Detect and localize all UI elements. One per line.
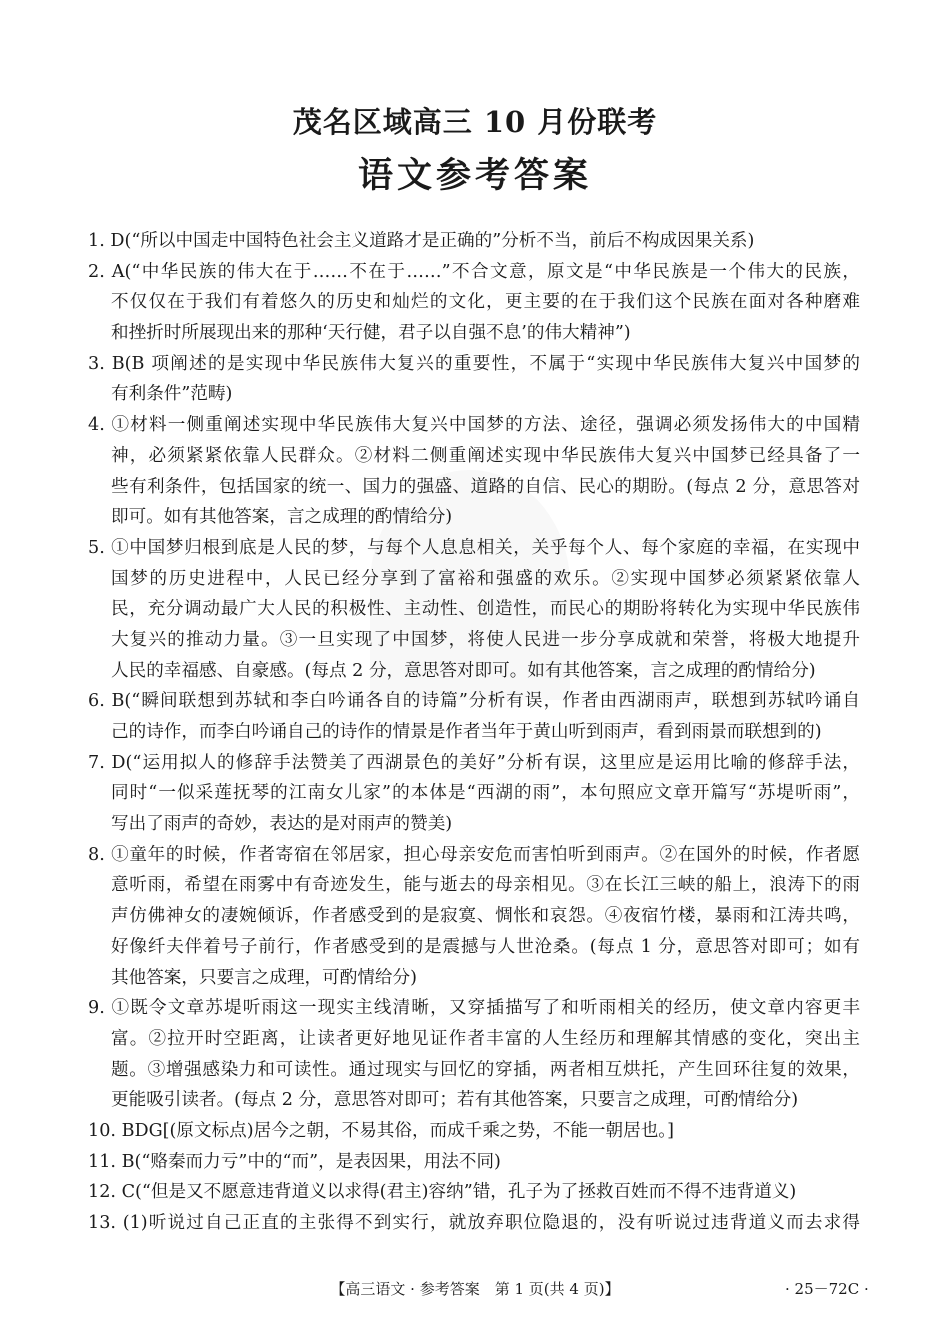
answer-line: 大复兴的推动力量。③一旦实现了中国梦，将使人民进一步分享成就和荣誉，将极大地提升 xyxy=(111,629,860,650)
answer-line: 12. C(“但是又不愿意违背道义以求得(君主)容纳”错，孔子为了拯救百姓而不得不违背道义) xyxy=(88,1182,797,1203)
page-number-label: 【高三语文 · 参考答案 第 1 页(共 4 页)】 xyxy=(330,1280,620,1298)
answer-item xyxy=(88,748,860,840)
answer-line: 9. ①既令文章苏堤听雨这一现实主线清晰，又穿插描写了和听雨相关的经历，使文章内容更丰 xyxy=(88,998,860,1019)
answer-line: 不仅仅在于我们有着悠久的历史和灿烂的文化，更主要的在于我们这个民族在面对各种磨难 xyxy=(111,292,860,313)
answer-line: 4. ①材料一侧重阐述实现中华民族伟大复兴中国梦的方法、途径，强调必须发扬伟大的中国精 xyxy=(88,415,860,436)
answer-item xyxy=(88,257,860,349)
document-code: · 25－72C · xyxy=(785,1280,869,1298)
answer-item xyxy=(88,1116,860,1147)
answer-line: 神，必须紧紧依靠人民群众。②材料二侧重阐述实现中华民族伟大复兴中国梦已经具备了一 xyxy=(111,445,860,466)
answer-line: 即可。如有其他答案，言之成理的酌情给分) xyxy=(111,507,453,528)
answer-line: 2. A(“中华民族的伟大在于……不在于……”不合文意，原文是“中华民族是一个伟大的民族， xyxy=(88,261,860,282)
answer-line: 题。③增强感染力和可读性。通过现实与回忆的穿插，两者相互烘托，产生回环往复的效果， xyxy=(111,1059,860,1080)
answer-line: 5. ①中国梦归根到底是人民的梦，与每个人息息相关，关乎每个人、每个家庭的幸福，在实现中 xyxy=(88,537,860,558)
answer-line: 声仿佛神女的凄婉倾诉，作者感受到的是寂寞、惆怅和哀怨。④夜宿竹楼，暴雨和江涛共鸣， xyxy=(111,906,860,927)
answer-item xyxy=(88,1147,860,1178)
answer-line: 人民的幸福感、自豪感。(每点 2 分，意思答对即可。如有其他答案，言之成理的酌情给分) xyxy=(111,660,816,681)
answer-line: 其他答案，只要言之成理，可酌情给分) xyxy=(111,967,417,988)
answer-item xyxy=(88,993,860,1116)
answer-line: 同时“一似采莲抚琴的江南女儿家”的本体是“西湖的雨”，本句照应文章开篇写“苏堤听雨”， xyxy=(111,783,860,804)
answer-line: 8. ①童年的时候，作者寄宿在邻居家，担心母亲安危而害怕听到雨声。②在国外的时候，作者愿 xyxy=(88,844,860,865)
answer-line: 富。②拉开时空距离，让读者更好地见证作者丰富的人生经历和理解其情感的变化，突出主 xyxy=(111,1028,860,1049)
page-title: 茂名区域高三 10 月份联考 xyxy=(292,105,658,139)
answer-list xyxy=(88,226,860,1239)
answer-item xyxy=(88,226,860,257)
answer-line: 意听雨，希望在雨雾中有奇迹发生，能与逝去的母亲相见。③在长江三峡的船上，浪涛下的雨 xyxy=(111,875,860,896)
answer-line: 1. D(“所以中国走中国特色社会主义道路才是正确的”分析不当，前后不构成因果关系) xyxy=(88,231,755,251)
answer-item xyxy=(88,686,860,747)
answer-line: 更能吸引读者。(每点 2 分，意思答对即可；若有其他答案，只要言之成理，可酌情给分) xyxy=(111,1090,799,1111)
answer-line: 好像纤夫伴着号子前行，作者感受到的是震撼与人世沧桑。(每点 1 分，意思答对即可；如有 xyxy=(111,936,860,957)
answer-line: 写出了雨声的奇妙，表达的是对雨声的赞美) xyxy=(111,814,453,835)
page-subtitle: 语文参考答案 xyxy=(357,155,592,196)
answer-line: 7. D(“运用拟人的修辞手法赞美了西湖景色的美好”分析有误，这里应是运用比喻的修辞手法， xyxy=(88,752,860,773)
answer-line: 民，充分调动最广大人民的积极性、主动性、创造性，而民心的期盼将转化为实现中华民族伟 xyxy=(111,599,860,620)
answer-line: 国梦的历史进程中，人民已经分享到了富裕和强盛的欢乐。②实现中国梦必须紧紧依靠人 xyxy=(111,568,860,589)
answer-item xyxy=(88,1177,860,1208)
answer-line: 和挫折时所展现出来的那种‘天行健，君子以自强不息’的伟大精神”) xyxy=(111,323,631,344)
answer-line: 有利条件”范畴) xyxy=(111,384,233,405)
answer-line: 13. (1)听说过自己正直的主张得不到实行，就放弃职位隐退的，没有听说过违背道义而去求得 xyxy=(88,1213,860,1233)
answer-line: 己的诗作，而李白吟诵自己的诗作的情景是作者当年于黄山听到雨声，看到雨景而联想到的) xyxy=(111,722,822,742)
answer-item xyxy=(88,1208,860,1239)
answer-line: 6. B(“瞬间联想到苏轼和李白吟诵各自的诗篇”分析有误，作者由西湖雨声，联想到苏轼吟诵自 xyxy=(88,691,860,712)
answer-line: 10. BDG[(原文标点)居今之朝，不易其俗，而成千乘之势，不能一朝居也。] xyxy=(88,1120,674,1141)
answer-item xyxy=(88,840,860,993)
answer-line: 3. B(B 项阐述的是实现中华民族伟大复兴的重要性，不属于“实现中华民族伟大复兴中国梦的 xyxy=(88,353,860,374)
answer-line: 11. B(“赂秦而力亏”中的“而”，是表因果，用法不同) xyxy=(88,1151,501,1172)
answer-line: 些有利条件，包括国家的统一、国力的强盛、道路的自信、民心的期盼。(每点 2 分，意思答对 xyxy=(111,476,860,497)
answer-item xyxy=(88,533,860,686)
answer-item xyxy=(88,410,860,533)
answer-item xyxy=(88,349,860,410)
